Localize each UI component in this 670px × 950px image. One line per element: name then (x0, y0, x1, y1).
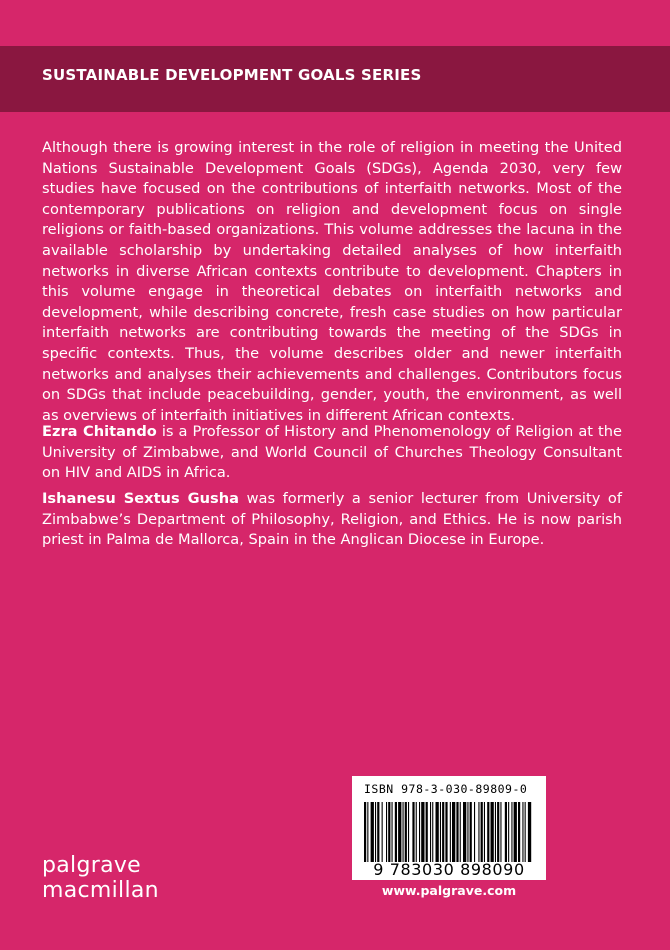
publisher-logo-line2: macmillan (42, 878, 159, 903)
publisher-logo-line1: palgrave (42, 853, 142, 878)
author-bio-text-1: is a Professor of History and Phenomenology of Religion at the University of Zimbabwe, and World Council of Churches Theology Consultant on HIV and AIDS in Africa. (42, 423, 622, 482)
author-bio-1 (42, 422, 622, 484)
publisher-url: www.palgrave.com (352, 880, 546, 902)
publisher-logo (42, 854, 159, 904)
book-description: Although there is growing interest in the role of religion in meeting the United Nations Sustainable Development Goals (SDGs), Agenda 2030, very few studies have focused on the contributions of interfaith networks. Most of the contemporary publications on religion and development focus on single religions or faith-based organizations. This volume addresses the lacuna in the available scholarship by undertaking detailed analyses of how interfaith networks in diverse African contexts contribute to development. Chapters in this volume engage in theoretical debates on interfaith networks and development, while describing concrete, fresh case studies on how particular interfaith networks are contributing towards the meeting of the SDGs in specific contexts. Thus, the volume describes older and newer interfaith networks and analyses their achievements and challenges. Contributors focus on SDGs that include peacebuilding, gender, youth, the environment, as well as overviews of interfaith initiatives in different African contexts. (42, 139, 622, 424)
isbn-label: ISBN 978-3-030-89809-0 (364, 782, 528, 796)
author-name-1: Ezra Chitando (42, 423, 157, 440)
barcode-box (352, 776, 546, 902)
series-title: SUSTAINABLE DEVELOPMENT GOALS SERIES (42, 66, 422, 84)
barcode-digits: 9 783030 898090 (373, 860, 525, 879)
barcode-bars (364, 802, 534, 862)
author-bio-2 (42, 489, 622, 551)
author-bio-text-2: was formerly a senior lecturer from University of Zimbabwe’s Department of Philosophy, Religion, and Ethics. He is now parish priest in Palma de Mallorca, Spain in the Anglican Diocese in Europe. (42, 490, 622, 549)
series-band (0, 46, 670, 112)
author-name-2: Ishanesu Sextus Gusha (42, 490, 239, 507)
